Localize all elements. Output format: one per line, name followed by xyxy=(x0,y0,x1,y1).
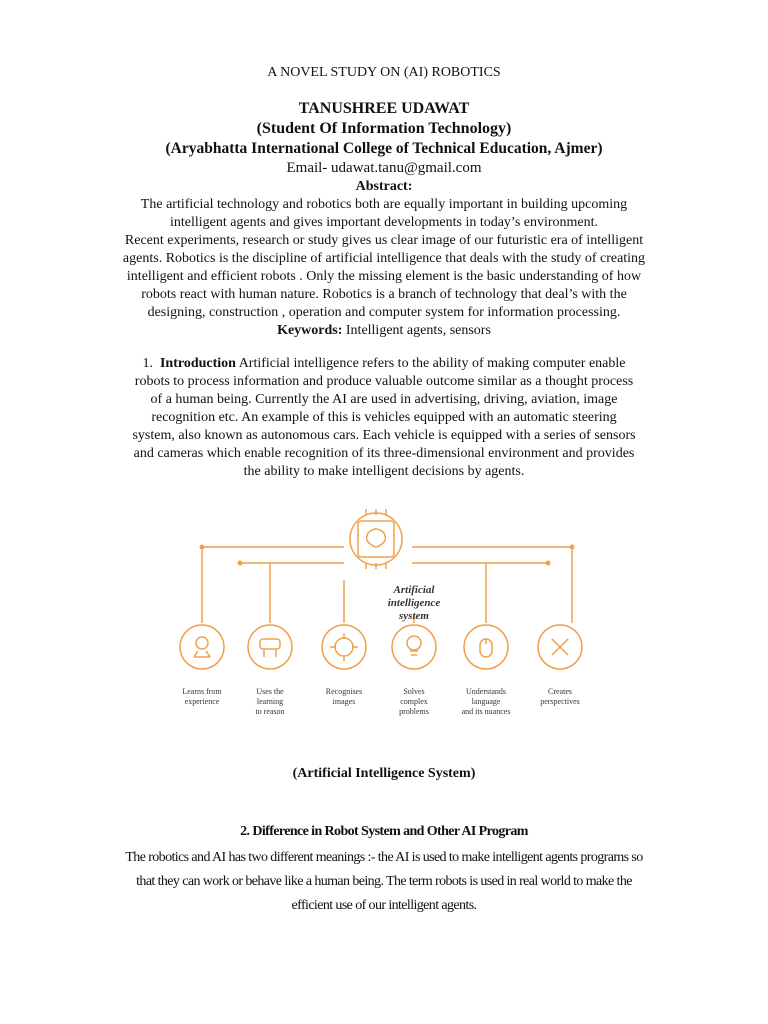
figure-center-label: intelligence xyxy=(387,597,441,609)
gear-network-icon xyxy=(330,633,358,661)
author-name: TANUSHREE UDAWAT xyxy=(298,100,470,117)
affiliation-line-1: (Student Of Information Technology) xyxy=(256,120,512,137)
keywords-label: Keywords: xyxy=(277,323,343,338)
ai-system-figure xyxy=(168,505,608,735)
figure-item-label: Learns from xyxy=(182,687,222,696)
section1-line: of a human being. Currently the AI are used in advertising, driving, aviation, image xyxy=(150,392,618,407)
abstract-line: Recent experiments, research or study gives us clear image of our futuristic era of intelligent xyxy=(124,233,644,248)
keywords-text: Intelligent agents, sensors xyxy=(342,323,491,338)
figure-item-label: Understands xyxy=(466,687,506,696)
keywords-line xyxy=(0,323,768,339)
abstract-line: robots react with human nature. Robotics is a branch of technology that deal’s with the xyxy=(141,287,627,302)
figure-item-label: perspectives xyxy=(540,697,580,706)
section1-line: and cameras which enable recognition of its three-dimensional environment and provides xyxy=(133,446,635,461)
author-email: Email- udawat.tanu@gmail.com xyxy=(286,160,482,176)
figure-center-label: system xyxy=(399,610,429,622)
section1-number: 1. xyxy=(142,356,153,371)
section1-first-line xyxy=(0,356,768,372)
abstract-line: agents. Robotics is the discipline of artificial intelligence that deals with the study of creating xyxy=(122,251,646,266)
abstract-line: The artificial technology and robotics both are equally important in building upcoming xyxy=(140,197,628,212)
section1-line: robots to process information and produce valuable outcome similar as a thought process xyxy=(134,374,634,389)
section2-line: that they can work or behave like a human being. The term robots is used in real world to make the xyxy=(136,874,632,889)
figure-item-label: to reason xyxy=(255,707,285,716)
abstract-line: designing, construction , operation and computer system for information processing. xyxy=(147,305,621,320)
figure-item-label: images xyxy=(332,697,356,706)
section1-text: Artificial intelligence refers to the ability of making computer enable xyxy=(235,356,626,371)
abstract-line: intelligent agents and gives important developments in today’s environment. xyxy=(169,215,599,230)
figure-item-label: Uses the xyxy=(256,687,284,696)
section2-line: The robotics and AI has two different meanings :- the AI is used to make intelligent agents programs so xyxy=(125,850,643,865)
section1-line: recognition etc. An example of this is vehicles equipped with an automatic steering xyxy=(151,410,617,425)
section1-heading: Introduction xyxy=(159,356,236,371)
figure-item-label: experience xyxy=(184,697,220,706)
figure-item-label: Solves xyxy=(403,687,425,696)
abstract-heading: Abstract: xyxy=(355,179,413,194)
tools-icon xyxy=(552,639,568,655)
section2-heading: 2. Difference in Robot System and Other AI Program xyxy=(240,824,528,839)
figure-center-label: Artificial xyxy=(393,584,435,596)
lightbulb-icon xyxy=(407,636,421,655)
abstract-line: intelligent and efficient robots . Only the missing element is the basic understanding of how xyxy=(126,269,642,284)
figure-item-label: and its nuances xyxy=(461,707,511,716)
bulb-hand-icon xyxy=(194,637,210,657)
vr-headset-icon xyxy=(260,639,280,657)
figure-item-label: problems xyxy=(399,707,429,716)
figure-item-label: learning xyxy=(256,697,284,706)
section1-line: the ability to make intelligent decisions by agents. xyxy=(243,464,525,479)
figure-item-label: Recognises xyxy=(325,687,363,696)
figure-item-label: Creates xyxy=(548,687,572,696)
mouse-icon xyxy=(480,639,492,657)
figure-item-label: language xyxy=(471,697,501,706)
figure-item-label: complex xyxy=(400,697,428,706)
section1-line: system, also known as autonomous cars. Each vehicle is equipped with a series of sensors xyxy=(132,428,636,443)
section2-line: efficient use of our intelligent agents. xyxy=(291,898,477,913)
paper-title: A NOVEL STUDY ON (AI) ROBOTICS xyxy=(267,65,501,80)
figure-caption: (Artificial Intelligence System) xyxy=(292,766,476,781)
affiliation-line-2: (Aryabhatta International College of Technical Education, Ajmer) xyxy=(165,140,603,157)
